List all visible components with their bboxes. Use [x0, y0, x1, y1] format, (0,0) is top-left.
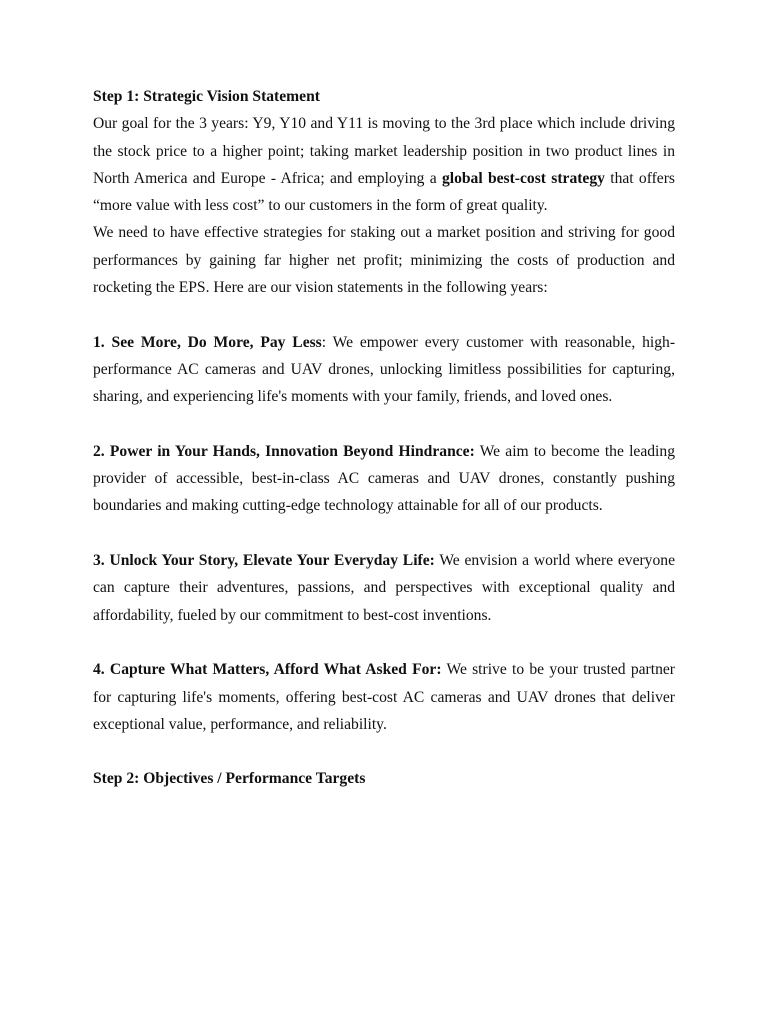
document-page	[93, 83, 675, 793]
step1-title: Step 1: Strategic Vision Statement	[93, 88, 320, 105]
step1-strategy-paragraph: We need to have effective strategies for staking out a market position and striving for good performances by gaining far higher net profit; minimizing the costs of production and rocketing the EPS. Here are our vision statements in the following years:	[93, 224, 675, 297]
vision-heading-2: 2. Power in Your Hands, Innovation Beyond Hindrance:	[93, 442, 475, 460]
vision-body-1: : We empower every customer with reasonable, high-performance AC cameras and UAV drones, unlocking limitless possibilities for capturing, sharing, and experiencing life's moments with your family, friends, and loved ones.	[93, 333, 676, 406]
spacer	[93, 738, 675, 765]
vision-item-4	[93, 656, 675, 738]
vision-body-4: We strive to be your trusted partner for capturing life's moments, offering best-cost AC cameras and UAV drones that deliver exceptional value, performance, and reliability.	[93, 661, 675, 733]
vision-heading-3: 3. Unlock Your Story, Elevate Your Everyday Life:	[93, 552, 435, 570]
goal-text-end: that offers “more value with less cost” to our customers in the form of great quality.	[93, 169, 675, 215]
spacer	[93, 411, 675, 438]
goal-strategy-bold: global best-cost strategy	[441, 169, 605, 187]
goal-text-start: Our goal for the 3 years: Y9, Y10 and Y11 is moving to the 3rd place which include driving the stock price to a higher point; taking market leadership position in two product lines in North America and Europe - Africa; and employing a	[93, 115, 675, 187]
vision-heading-1: 1. See More, Do More, Pay Less	[93, 333, 322, 351]
vision-item-1	[93, 329, 675, 411]
vision-item-3	[93, 547, 675, 629]
vision-body-3: We envision a world where everyone can capture their adventures, passions, and perspectives with exceptional quality and affordability, fueled by our commitment to best-cost inventions.	[93, 552, 675, 624]
vision-item-2	[93, 438, 675, 520]
step2-title: Step 2: Objectives / Performance Targets	[93, 770, 366, 788]
vision-body-2: We aim to become the leading provider of accessible, best-in-class AC cameras and UAV drones, constantly pushing boundaries and making cutting-edge technology attainable for all of our products.	[93, 442, 675, 515]
spacer	[93, 520, 675, 547]
spacer	[93, 629, 675, 656]
step1-goal-paragraph	[93, 110, 675, 219]
spacer	[93, 301, 675, 328]
vision-heading-4: 4. Capture What Matters, Afford What Asked For:	[93, 661, 442, 679]
